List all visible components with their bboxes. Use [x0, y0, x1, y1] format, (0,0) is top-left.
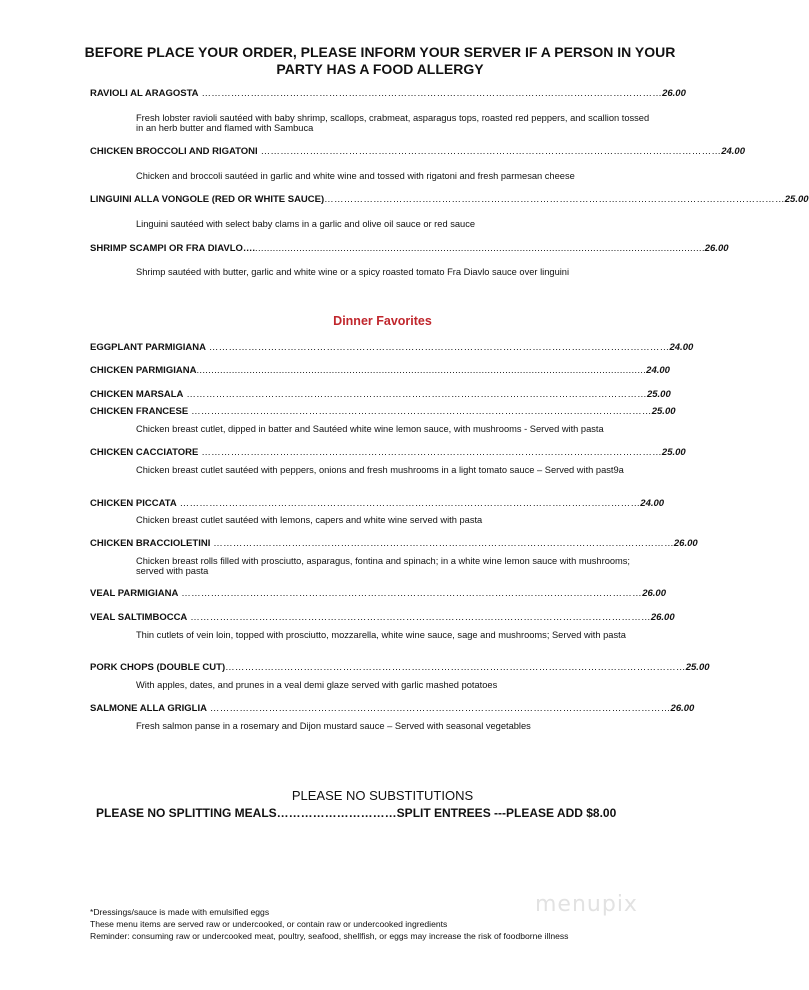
item-price: 24.00: [640, 498, 665, 509]
item-name: CHICKEN PARMIGIANA: [90, 365, 197, 376]
item-description: Linguini sautéed with select baby clams in a garlic and olive oil sauce or red sauce: [136, 219, 476, 229]
menu-item: VEAL SALTIMBOCCA …………………………………………………………………………………………………………………………… 26.00: [90, 612, 675, 623]
menu-item: CHICKEN FRANCESE …………………………………………………………………………………………………………………………… 25.00: [90, 406, 676, 417]
item-price: 26.00: [670, 703, 695, 714]
item-price: 26.00: [650, 612, 675, 623]
no-splitting-notice: PLEASE NO SPLITTING MEALS…………………………SPLIT ENTREES ---PLEASE ADD $8.00: [96, 806, 617, 820]
menu-item: CHICKEN PICCATA …………………………………………………………………………………………………………………………… 24.00: [90, 498, 665, 509]
footnote: Reminder: consuming raw or undercooked meat, poultry, seafood, shellfish, or eggs may increase the risk of foodborne illness: [90, 931, 569, 941]
item-name: SHRIMP SCAMPI OR FRA DIAVLO….: [90, 243, 256, 254]
item-price: 25.00: [661, 447, 686, 458]
item-description: Chicken breast cutlet sautéed with peppers, onions and fresh mushrooms in a light tomato sauce – Served with past9a: [136, 465, 624, 475]
item-price: 26.00: [662, 88, 686, 99]
item-name: CHICKEN BRACCIOLETINI: [90, 538, 211, 549]
menu-item: CHICKEN BRACCIOLETINI …………………………………………………………………………………………………………………………… 26.00: [90, 538, 698, 549]
item-description: Chicken breast cutlet sautéed with lemons, capers and white wine served with pasta: [136, 515, 483, 525]
item-name: RAVIOLI AL ARAGOSTA: [90, 88, 199, 99]
item-price: 25.00: [784, 194, 809, 205]
item-name: EGGPLANT PARMIGIANA: [90, 342, 206, 353]
allergy-notice-line1: BEFORE PLACE YOUR ORDER, PLEASE INFORM YOUR SERVER IF A PERSON IN YOUR: [84, 44, 676, 60]
dinner-favorites-title: Dinner Favorites: [333, 314, 432, 328]
menu-item: LINGUINI ALLA VONGOLE (RED OR WHITE SAUCE) …………………………………………………………………………………………………………………………… 25.00: [90, 194, 809, 205]
item-name: CHICKEN BROCCOLI AND RIGATONI: [90, 146, 258, 157]
allergy-notice: [60, 44, 700, 78]
footnote: *Dressings/sauce is made with emulsified eggs: [90, 907, 270, 917]
item-name: VEAL SALTIMBOCCA: [90, 612, 188, 623]
menu-item: VEAL PARMIGIANA …………………………………………………………………………………………………………………………… 26.00: [90, 588, 666, 599]
item-price: 25.00: [651, 406, 676, 417]
item-price: 26.00: [673, 538, 698, 549]
item-name: CHICKEN FRANCESE: [90, 406, 189, 417]
item-price: 24.00: [669, 342, 694, 353]
item-description: Chicken breast rolls filled with prosciutto, asparagus, fontina and spinach; in a white wine lemon sauce with mushrooms; served with pasta: [136, 556, 631, 576]
item-name: CHICKEN MARSALA: [90, 389, 184, 400]
item-description: Chicken breast cutlet, dipped in batter and Sautéed white wine lemon sauce, with mushrooms - Served with pasta: [136, 424, 604, 434]
item-description: Shrimp sautéed with butter, garlic and white wine or a spicy roasted tomato Fra Diavlo sauce over linguini: [136, 267, 570, 277]
item-price: 26.00: [704, 243, 729, 254]
menu-item: PORK CHOPS (DOUBLE CUT) …………………………………………………………………………………………………………………………… 25.00: [90, 662, 710, 673]
item-name: SALMONE ALLA GRIGLIA: [90, 703, 207, 714]
item-price: 26.00: [642, 588, 666, 599]
item-name: VEAL PARMIGIANA: [90, 588, 179, 599]
item-description: Fresh lobster ravioli sautéed with baby shrimp, scallops, crabmeat, asparagus tops, roasted red peppers, and scallion tossed in an herb butter and flamed with Sambuca: [136, 113, 650, 133]
item-description: Fresh salmon panse in a rosemary and Dijon mustard sauce – Served with seasonal vegetables: [136, 721, 531, 731]
menu-item: CHICKEN PARMIGIANA ......................................................................................................................................................... 24.00: [90, 365, 670, 376]
allergy-notice-line2: PARTY HAS A FOOD ALLERGY: [276, 61, 484, 77]
footnote: These menu items are served raw or undercooked, or contain raw or undercooked ingredients: [90, 919, 448, 929]
footnotes: [90, 906, 568, 942]
item-name: LINGUINI ALLA VONGOLE (RED OR WHITE SAUCE): [90, 194, 325, 205]
item-name: PORK CHOPS (DOUBLE CUT): [90, 662, 226, 673]
item-price: 24.00: [646, 365, 670, 376]
item-name: CHICKEN PICCATA: [90, 498, 177, 509]
item-description: Thin cutlets of vein loin, topped with prosciutto, mozzarella, white wine sauce, sage and mushrooms; Served with pasta: [136, 630, 626, 640]
menu-item: SHRIMP SCAMPI OR FRA DIAVLO…. ......................................................................................................................................................... 26.00: [90, 243, 729, 254]
item-name: CHICKEN CACCIATORE: [90, 447, 199, 458]
menupix-watermark: menupix: [535, 892, 638, 917]
menu-item: CHICKEN BROCCOLI AND RIGATONI …………………………………………………………………………………………………………………………… 24.00: [90, 146, 745, 157]
item-price: 25.00: [685, 662, 710, 673]
menu-item: RAVIOLI AL ARAGOSTA …………………………………………………………………………………………………………………………… 26.00: [90, 88, 686, 99]
item-price: 25.00: [646, 389, 671, 400]
no-substitutions-notice: PLEASE NO SUBSTITUTIONS: [291, 788, 474, 803]
menu-item: EGGPLANT PARMIGIANA …………………………………………………………………………………………………………………………… 24.00: [90, 342, 694, 353]
menu-item: CHICKEN CACCIATORE …………………………………………………………………………………………………………………………… 25.00: [90, 447, 686, 458]
item-description: Chicken and broccoli sautéed in garlic and white wine and tossed with rigatoni and fresh parmesan cheese: [136, 171, 575, 181]
menu-item: CHICKEN MARSALA …………………………………………………………………………………………………………………………… 25.00: [90, 389, 671, 400]
menu-item: SALMONE ALLA GRIGLIA …………………………………………………………………………………………………………………………… 26.00: [90, 703, 695, 714]
item-price: 24.00: [721, 146, 745, 157]
item-description: With apples, dates, and prunes in a veal demi glaze served with garlic mashed potatoes: [136, 680, 498, 690]
